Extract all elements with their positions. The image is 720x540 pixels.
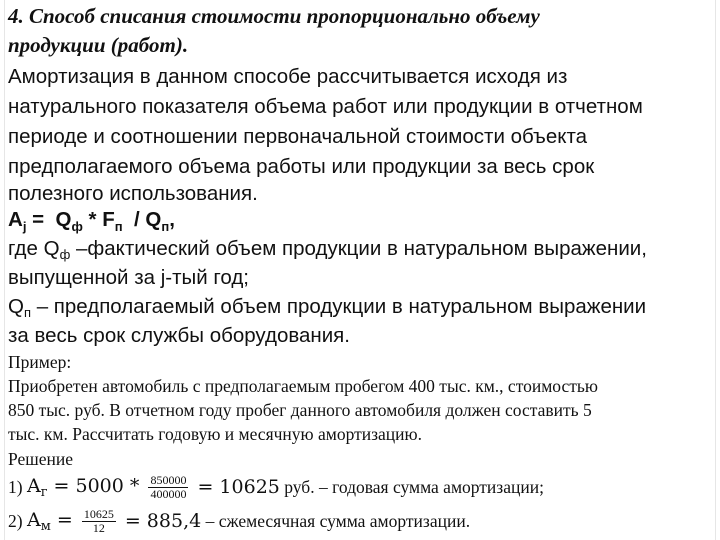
formula-f-sub: п	[114, 219, 123, 234]
example-line-3: тыс. км. Рассчитать годовую и месячную амортизацию.	[8, 424, 422, 444]
where-qf-line-2: выпущенной за j-тый год;	[8, 266, 249, 289]
calc1-numerator: 850000	[150, 472, 187, 487]
formula-a: A	[8, 208, 23, 231]
where-qf-line-1	[8, 237, 647, 262]
where-qf-rest: –фактический объем продукции в натуральном выражении,	[70, 237, 647, 260]
slide-title-line-1: 4. Способ списания стоимости пропорционально объему	[8, 4, 540, 28]
calc2-fraction	[82, 508, 116, 535]
formula-a-sub: j	[22, 219, 27, 234]
calc2-lhs: =	[50, 508, 79, 531]
calc2-numerator: 10625	[83, 506, 114, 521]
where-qf-prefix: где Q	[8, 237, 60, 260]
where-qp-sub: п	[23, 305, 31, 320]
calc2-text: – сжемесячная сумма амортизации.	[201, 510, 471, 531]
calc1-text: руб. – годовая сумма амортизации;	[279, 476, 544, 497]
intro-line-3: периоде и соотношении первоначальной стоимости объекта	[8, 125, 588, 148]
calc1-a-sub: г	[40, 484, 48, 500]
calc2-a-sub: м	[40, 518, 51, 534]
calc-yearly	[8, 472, 544, 502]
calc2-prefix: 2)	[8, 510, 27, 531]
intro-line-2: натурального показателя объема работ или продукции в отчетном	[8, 95, 643, 118]
where-qp-rest: – предполагаемый объем продукции в натуральном выражении	[31, 295, 647, 318]
calc1-result: = 10625	[191, 476, 280, 498]
calc1-lhs: = 5000 *	[47, 474, 146, 497]
where-qp-line-1	[8, 295, 646, 320]
calc1-prefix: 1)	[8, 476, 27, 497]
intro-line-1: Амортизация в данном способе рассчитывается исходя из	[8, 65, 568, 88]
calc1-denominator: 400000	[150, 486, 187, 501]
formula-tail: ,	[169, 208, 175, 231]
calc1-a: A	[26, 474, 41, 497]
formula-qn-sub: п	[161, 219, 170, 234]
amortization-formula	[8, 208, 175, 234]
example-line-2: 850 тыс. руб. В отчетном году пробег данного автомобиля должен составить 5	[8, 400, 592, 420]
calc2-a: A	[26, 508, 41, 531]
calc1-formula	[27, 475, 145, 500]
formula-q-sub: ф	[71, 219, 83, 234]
calc-monthly	[8, 505, 470, 537]
calc2-formula	[27, 509, 79, 534]
calc2-denominator: 12	[92, 520, 105, 535]
example-label: Пример:	[8, 352, 72, 372]
example-line-1: Приобретен автомобиль с предполагаемым пробегом 400 тыс. км., стоимостью	[8, 376, 598, 396]
solution-label: Решение	[8, 449, 74, 469]
where-qp-line-2: за весь срок службы оборудования.	[8, 324, 350, 347]
formula-mul: * F	[82, 208, 115, 231]
calc1-fraction	[148, 474, 188, 501]
intro-line-4: предполагаемого объема работы или продукции за весь срок	[8, 155, 595, 178]
where-qf-sub: ф	[59, 247, 71, 262]
where-qp-prefix: Q	[8, 295, 24, 318]
formula-div: / Q	[122, 208, 162, 231]
slide-title-line-2: продукции (работ).	[8, 33, 189, 57]
calc2-result: = 885,4	[118, 510, 202, 532]
intro-line-5: полезного использования.	[8, 182, 258, 205]
formula-eq: = Q	[26, 208, 72, 231]
